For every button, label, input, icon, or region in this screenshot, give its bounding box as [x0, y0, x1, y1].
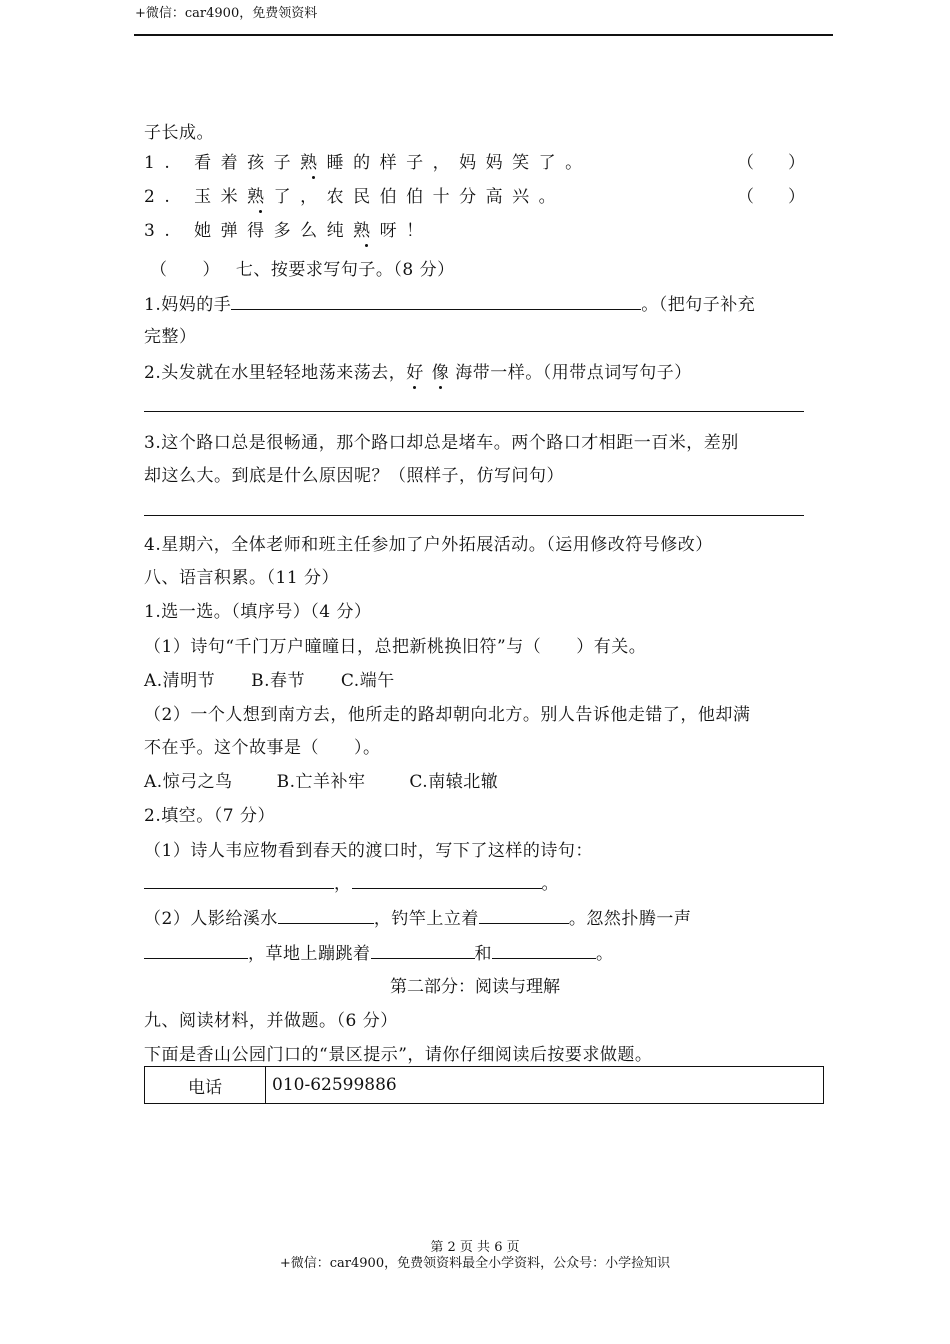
q8-p2-q2-e: 和 [474, 944, 492, 964]
option-b: B.亡羊补牢 [276, 772, 366, 792]
q7-i1-continuation: 完整） [144, 327, 197, 347]
q6-s3-before: 她弹得多么纯 [194, 221, 354, 241]
page-number: 第 2 页 共 6 页 [430, 1240, 520, 1255]
q8-p1-question-1: （1）诗句“千门万户曈曈日，总把新桃换旧符”与（ ）有关。 [144, 637, 647, 657]
q8-p2-blank-5[interactable] [144, 940, 248, 959]
footer-note: +微信：car4900，免费领资料最全小学资料，公众号：小学捡知识 [279, 1256, 671, 1271]
q8-p1-q2-options [144, 767, 498, 792]
q6-s1-before: 看着孩子 [194, 153, 301, 173]
option-a: A.清明节 [144, 671, 216, 691]
q8-p2-blank-4[interactable] [479, 905, 569, 924]
q6-s2-after: 了，农民伯伯十分高兴。 [273, 187, 566, 207]
table-row [145, 1067, 824, 1104]
option-b: B.春节 [251, 671, 305, 691]
q8-p2-q2-a: （2）人影给溪水 [144, 909, 278, 929]
q8-p1-question-2-line-1: （2）一个人想到南方去，他所走的路却朝向北方。别人告诉他走错了，他却满 [144, 705, 751, 725]
q6-sentence-1 [144, 148, 592, 173]
q8-p1-q1-options [144, 666, 395, 691]
q7-i2-answer-line[interactable] [144, 411, 804, 412]
q6-sentence-2 [144, 182, 565, 207]
q7-item-2 [144, 358, 692, 383]
q9-intro: 下面是香山公园门口的“景区提示”，请你仔细阅读后按要求做题。 [144, 1045, 653, 1065]
q8-p2-blank-7[interactable] [492, 940, 596, 959]
q8-part2-title: 2.填空。（7 分） [144, 806, 275, 826]
scenic-tips-table [144, 1066, 824, 1104]
q6-s1-dotted-char: 熟 [300, 148, 327, 173]
q7-i3-line-1: 3.这个路口总是很畅通，那个路口却总是堵车。两个路口才相距一百米，差别 [144, 433, 739, 453]
option-c: C.端午 [340, 671, 395, 691]
table-cell-key: 电话 [145, 1067, 266, 1104]
q8-p2-comma: ， [334, 874, 352, 894]
q8-p2-blank-1[interactable] [144, 870, 334, 889]
q6-s2-before: 玉米 [194, 187, 248, 207]
q7-i3-line-2: 却这么大。到底是什么原因呢？（照样子，仿写问句） [144, 466, 564, 486]
q8-p2-q1-blanks [144, 869, 559, 894]
q6-s3-num: 3. [144, 221, 180, 241]
q7-i2-dotted-2: 像 [432, 358, 450, 383]
q8-p2-blank-6[interactable] [371, 940, 475, 959]
q7-i1-prefix: 1.妈妈的手 [144, 295, 232, 315]
q7-item-4: 4.星期六，全体老师和班主任参加了户外拓展活动。（运用修改符号修改） [144, 535, 713, 555]
q7-title: 七、按要求写句子。（8 分） [235, 260, 455, 280]
q9-title: 九、阅读材料，并做题。（6 分） [144, 1011, 398, 1031]
q8-p2-period: 。 [541, 874, 559, 894]
q8-p2-question-1: （1）诗人韦应物看到春天的渡口时，写下了这样的诗句： [144, 841, 593, 861]
q6-s2-answer-paren[interactable]: （ ） [737, 187, 805, 207]
q6-s2-dotted-char: 熟 [247, 182, 274, 207]
q8-title: 八、语言积累。（11 分） [144, 568, 340, 588]
q7-i2-suffix: 海带一样。（用带点词写句子） [455, 363, 692, 383]
q6-tail: 子长成。 [144, 123, 214, 143]
q8-p2-q2-b: ，钓竿上立着 [373, 909, 479, 929]
q6-s3-answer-paren[interactable]: （ ） [150, 260, 220, 280]
option-a: A.惊弓之鸟 [144, 772, 233, 792]
q8-p2-q2-c: 。忽然扑腾一声 [568, 909, 692, 929]
q8-p2-q2-d: ，草地上蹦跳着 [248, 944, 371, 964]
q7-title-row [150, 255, 455, 280]
header-rule [134, 34, 833, 36]
q8-p2-blank-3[interactable] [278, 905, 374, 924]
q7-item-1 [144, 290, 755, 315]
header-note: +微信：car4900，免费领资料 [135, 6, 318, 21]
part-2-title: 第二部分：阅读与理解 [390, 977, 560, 997]
q6-s2-num: 2. [144, 187, 180, 207]
q6-s1-after: 睡的样子，妈妈笑了。 [326, 153, 592, 173]
q7-i2-prefix: 2.头发就在水里轻轻地荡来荡去， [144, 363, 407, 383]
q6-s3-after: 呀！ [379, 221, 433, 241]
q6-s1-answer-paren[interactable]: （ ） [737, 153, 805, 173]
q7-i1-blank[interactable] [231, 291, 641, 310]
q7-i3-answer-line[interactable] [144, 515, 804, 516]
q8-p2-question-2 [144, 904, 691, 929]
q8-p2-question-2-cont [144, 939, 614, 964]
option-c: C.南辕北辙 [409, 772, 499, 792]
q7-i1-suffix: 。（把句子补充 [641, 295, 756, 315]
q7-i2-dotted-1: 好 [406, 358, 424, 383]
q6-sentence-3 [144, 216, 433, 241]
q8-part1-title: 1.选一选。（填序号）（4 分） [144, 602, 372, 622]
q6-s3-dotted-char: 熟 [353, 216, 380, 241]
table-cell-value: 010-62599886 [266, 1067, 824, 1104]
q6-s1-num: 1. [144, 153, 180, 173]
q8-p2-q2-f: 。 [596, 944, 614, 964]
q8-p1-question-2-line-2: 不在乎。这个故事是（ ）。 [144, 738, 381, 758]
q8-p2-blank-2[interactable] [352, 870, 542, 889]
